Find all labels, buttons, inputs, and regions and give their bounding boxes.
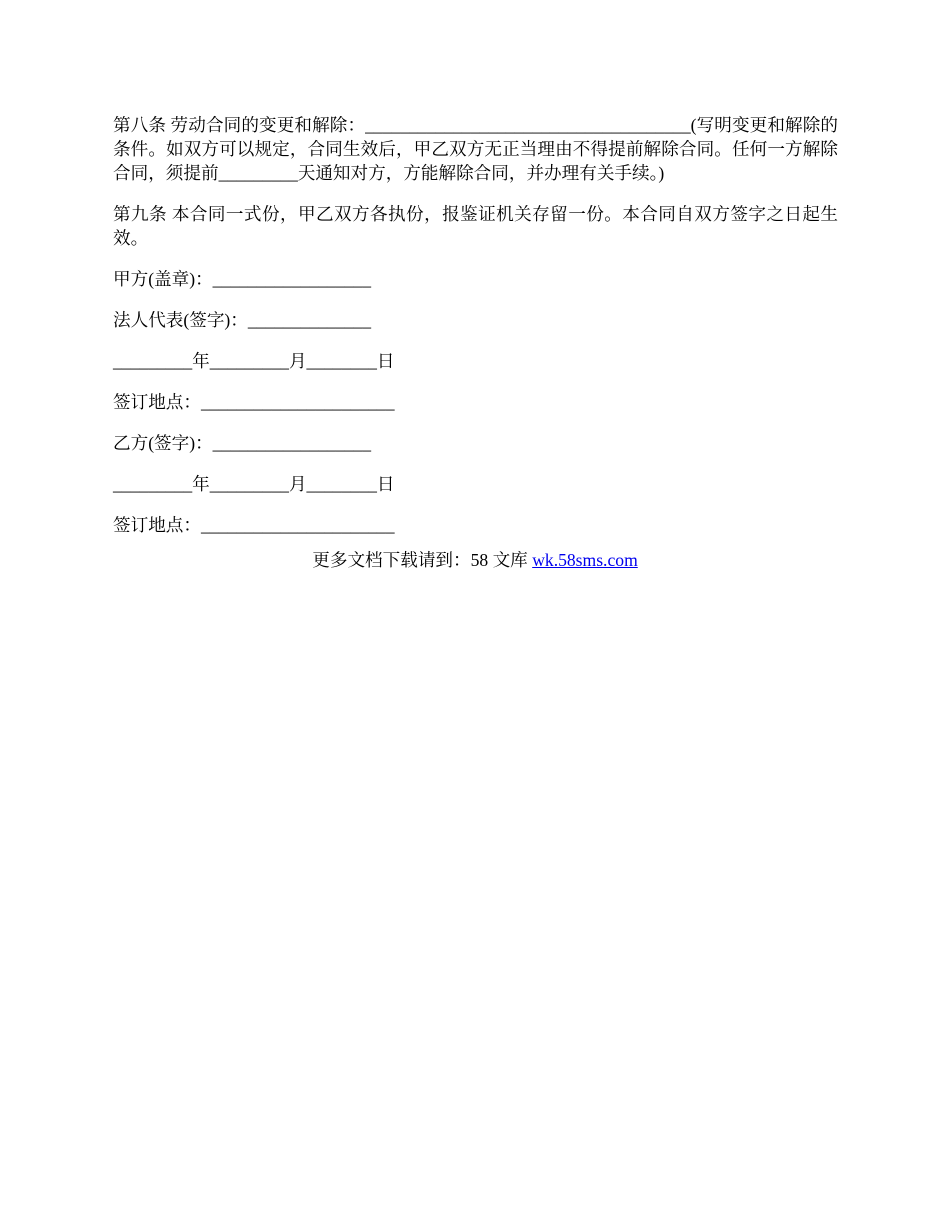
signing-place-line-party-a: 签订地点：______________________ bbox=[113, 392, 395, 412]
article-8-paragraph: 第八条 劳动合同的变更和解除：_____________________________________(写明变更和解除的条件。如双方可以规定，合同生效后，甲乙双方无正当理由不得提前解除合同。任何一方解除合同，须提前_________天通知对方，方能解除合同，并办理有关手续。) bbox=[113, 115, 838, 183]
legal-representative-line: 法人代表(签字)：______________ bbox=[113, 310, 372, 330]
footer-prefix-text: 更多文档下载请到：58 文库 bbox=[312, 550, 533, 570]
party-a-seal-line: 甲方(盖章)：__________________ bbox=[113, 269, 372, 289]
date-line-party-a: _________年_________月________日 bbox=[113, 351, 395, 371]
document-body bbox=[113, 113, 838, 554]
date-line-party-b: _________年_________月________日 bbox=[113, 474, 395, 494]
download-footer bbox=[0, 548, 950, 572]
party-b-signature-line: 乙方(签字)：__________________ bbox=[113, 433, 372, 453]
footer-site-link[interactable]: wk.58sms.com bbox=[532, 550, 638, 570]
article-9-paragraph: 第九条 本合同一式份，甲乙双方各执份，报鉴证机关存留一份。本合同自双方签字之日起生效。 bbox=[113, 204, 838, 248]
signing-place-line-party-b: 签订地点：______________________ bbox=[113, 515, 395, 535]
